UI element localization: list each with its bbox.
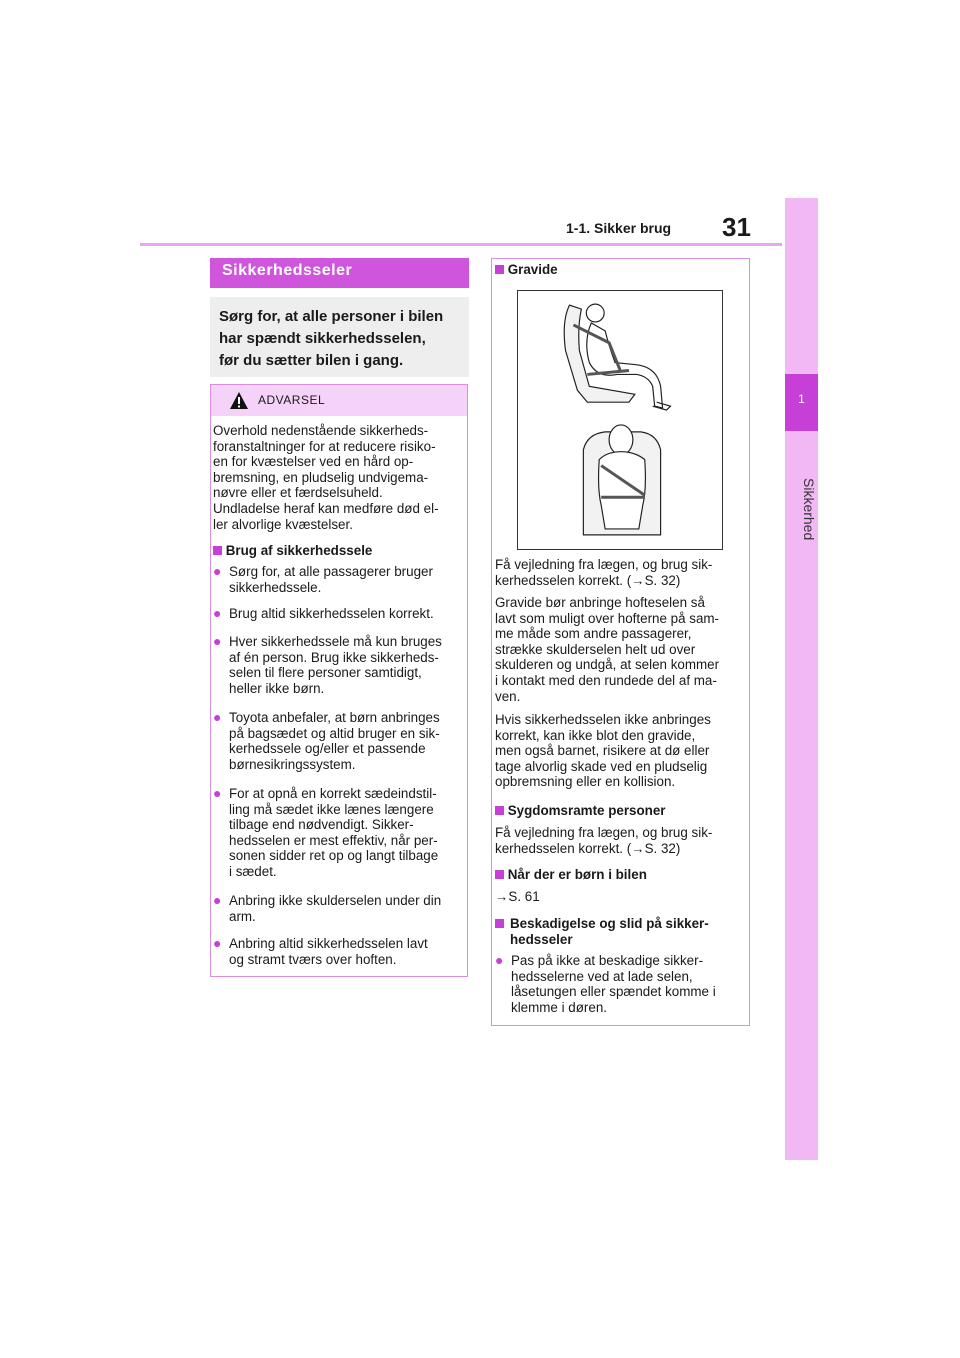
warning-label: ADVARSEL bbox=[258, 393, 326, 407]
square-bullet-icon bbox=[213, 546, 222, 555]
bullet-item: Sørg for, at alle passagerer bruger sikkerhedssele. bbox=[229, 564, 433, 595]
square-bullet-icon bbox=[495, 919, 504, 928]
warning-intro: Overhold nedenstående sikkerheds- foranstaltninger for at reducere risiko- en for kvæstelser ved en hård op- bremsning, en pludselig undvigema- nøvre eller et færdselsuheld. Undladelse heraf kan medføre død el- ler alvorlige kvæstelser. bbox=[213, 423, 439, 532]
subhead-seatbelt-use: Brug af sikkerhedssele bbox=[213, 543, 372, 559]
section-title: Sikkerhedsseler bbox=[222, 262, 353, 279]
subhead-ill-persons: Sygdomsramte personer bbox=[495, 803, 666, 819]
bullet-icon: ● bbox=[213, 709, 222, 725]
bullet-icon: ● bbox=[213, 892, 222, 908]
bullet-item: Brug altid sikkerhedsselen korrekt. bbox=[229, 606, 434, 621]
subhead-children: Når der er børn i bilen bbox=[495, 867, 647, 883]
pregnant-paragraph-2: Gravide bør anbringe hofteselen så lavt som muligt over hofterne på sam- me måde som andre passagerer, strække skulderselen helt ud over skulderen og undgå, at selen kommer i kontakt med den rundede del af ma- ven. bbox=[495, 595, 720, 704]
chapter-label: Sikkerhed bbox=[801, 478, 817, 541]
square-bullet-icon bbox=[495, 806, 504, 815]
bullet-item: Anbring altid sikkerhedsselen lavt og stramt tværs over hoften. bbox=[229, 936, 428, 967]
bullet-icon: ● bbox=[213, 935, 222, 951]
bullet-item: Toyota anbefaler, at børn anbringes på bagsædet og altid bruger en sik- kerhedssele og/eller et passende børnesikringssystem. bbox=[229, 710, 440, 772]
bullet-item: Anbring ikke skulderselen under din arm. bbox=[229, 893, 442, 924]
chapter-tab-strip bbox=[785, 198, 818, 1160]
warning-triangle-icon bbox=[229, 391, 249, 410]
subhead-damage-wear: Beskadigelse og slid på sikker- hedsseler bbox=[510, 916, 709, 947]
pregnant-paragraph-1: Få vejledning fra lægen, og brug sik- kerhedsselen korrekt. (→S. 32) bbox=[495, 557, 713, 588]
damage-bullet-item: Pas på ikke at beskadige sikker- hedsselerne ved at lade selen, låsetungen eller spændet komme i klemme i døren. bbox=[511, 953, 716, 1015]
section-reference: 1-1. Sikker brug bbox=[566, 220, 672, 236]
subhead-damage-wear-icon-wrap bbox=[495, 916, 504, 932]
square-bullet-icon bbox=[495, 870, 504, 879]
ill-persons-paragraph: Få vejledning fra lægen, og brug sik- kerhedsselen korrekt. (→S. 32) bbox=[495, 825, 713, 856]
bullet-icon: ● bbox=[213, 785, 222, 801]
bullet-icon: ● bbox=[213, 563, 222, 579]
bullet-icon: ● bbox=[213, 633, 222, 649]
header-rule bbox=[140, 243, 782, 246]
pregnant-seatbelt-illustration bbox=[517, 290, 723, 550]
bullet-item: For at opnå en korrekt sædeindstil- ling må sædet ikke lænes længere tilbage end nødvendigt. Sikker- hedsselen er mest effektiv, når per- sonen sidder ret op og langt tilbage i sædet. bbox=[229, 786, 439, 879]
page-number: 31 bbox=[722, 212, 751, 242]
bullet-icon: ● bbox=[213, 605, 222, 621]
subhead-pregnant: Gravide bbox=[495, 262, 558, 278]
bullet-icon: ● bbox=[495, 952, 504, 968]
children-page-reference[interactable]: →S. 61 bbox=[495, 889, 540, 904]
bullet-item: Hver sikkerhedssele må kun bruges af én person. Brug ikke sikkerheds- selen til flere personer samtidigt, heller ikke børn. bbox=[229, 634, 442, 696]
intro-text: Sørg for, at alle personer i bilen har spændt sikkerhedsselen, før du sætter bilen i gang. bbox=[219, 308, 444, 369]
pregnant-paragraph-3: Hvis sikkerhedsselen ikke anbringes korrekt, kan ikke blot den gravide, men også barnet, risikere at dø eller tage alvorlig skade ved en pludselig opbremsning eller en kollision. bbox=[495, 712, 711, 790]
square-bullet-icon bbox=[495, 265, 504, 274]
chapter-number: 1 bbox=[798, 392, 805, 406]
warning-header bbox=[211, 385, 467, 416]
